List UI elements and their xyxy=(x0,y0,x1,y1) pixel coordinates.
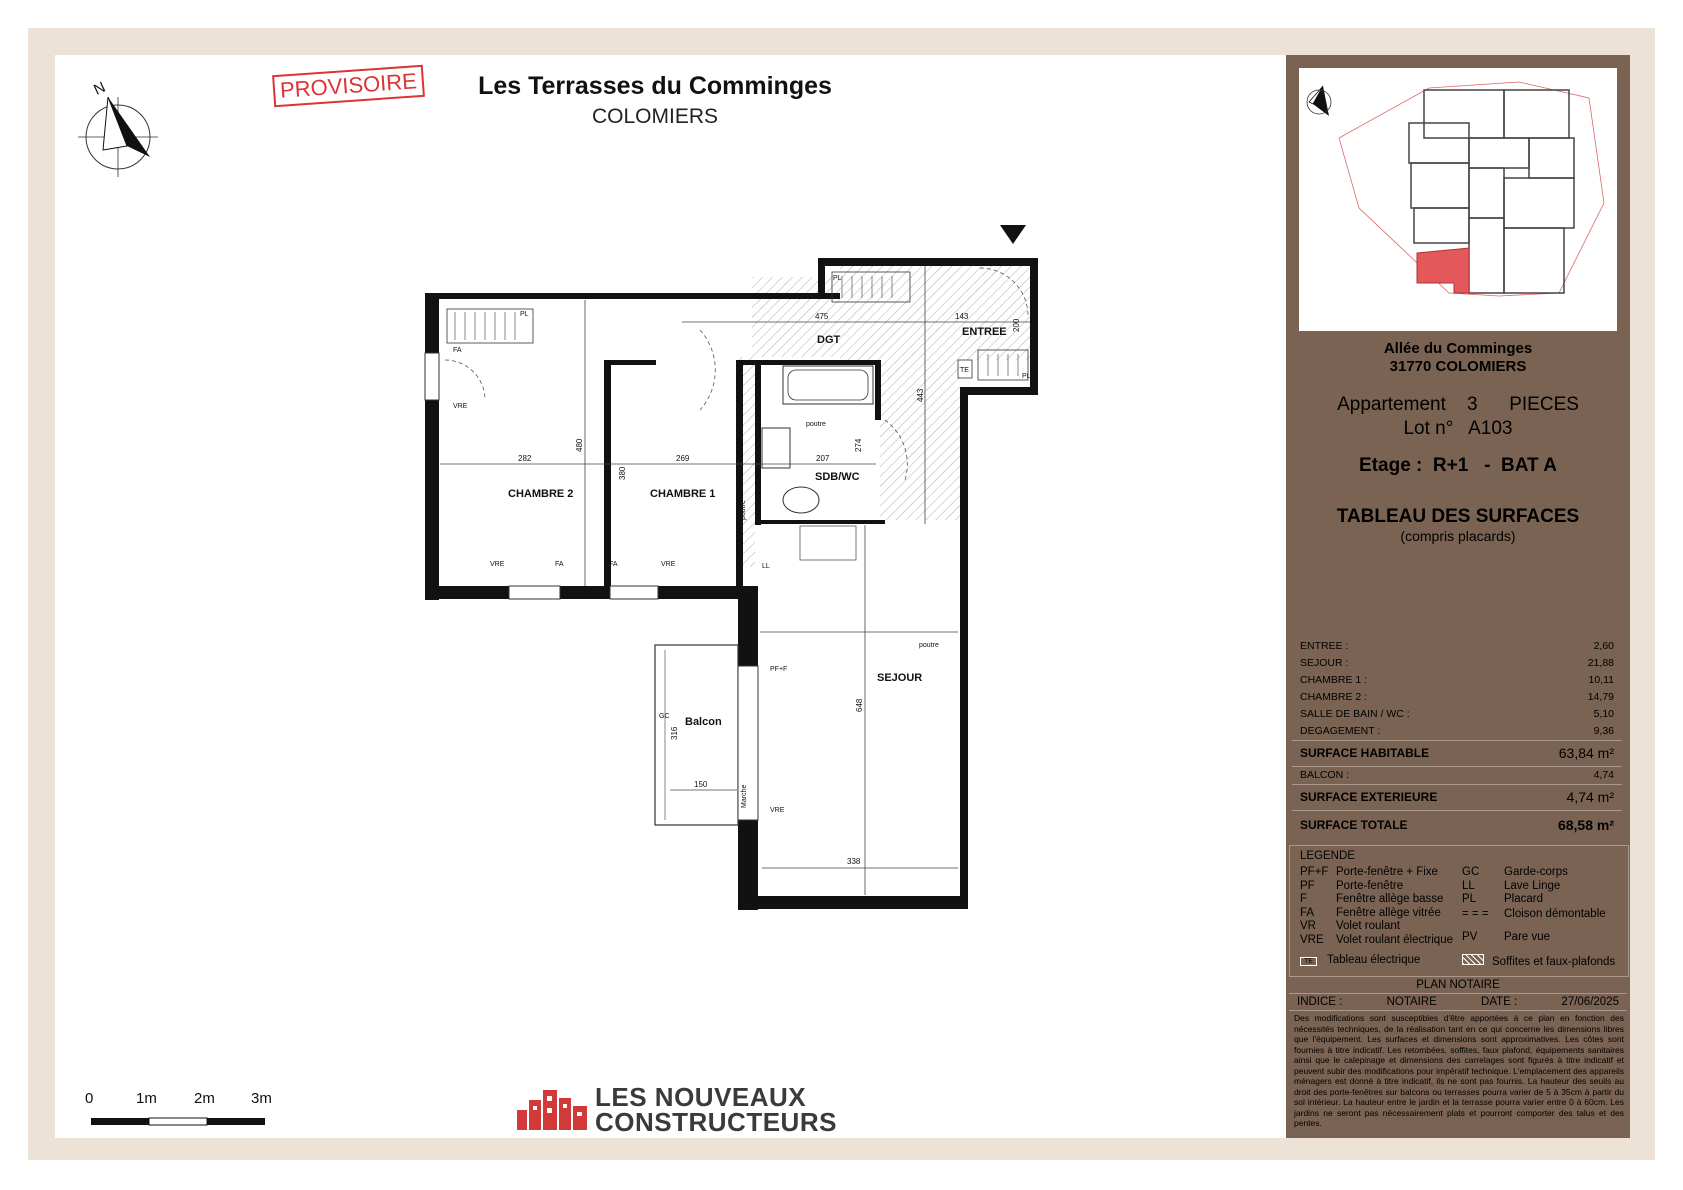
soffite-area xyxy=(840,264,1030,360)
dim-label: 648 xyxy=(855,698,864,712)
code-label: FA xyxy=(453,347,462,354)
room-dgt: DGT xyxy=(817,334,841,346)
surface-label: SEJOUR : xyxy=(1300,657,1349,669)
legend-title: LEGENDE xyxy=(1300,850,1355,862)
toilet xyxy=(783,487,819,513)
balcon-label: BALCON : xyxy=(1300,769,1350,781)
surface-label: ENTREE : xyxy=(1300,640,1349,652)
dim-label: 269 xyxy=(676,454,690,463)
dim-label: 200 xyxy=(1012,318,1021,332)
surface-exterieure-label: SURFACE EXTERIEURE xyxy=(1300,790,1438,804)
code-label: VRE xyxy=(661,561,676,568)
surface-label: DEGAGEMENT : xyxy=(1300,725,1381,737)
apartment-info xyxy=(1286,393,1630,441)
building-key-plan xyxy=(1299,68,1617,331)
surface-totale-label: SURFACE TOTALE xyxy=(1300,818,1408,832)
hob xyxy=(800,526,856,560)
provisional-stamp: PROVISOIRE xyxy=(272,65,425,107)
logo-line-2: CONSTRUCTEURS xyxy=(595,1107,837,1137)
room-entree: ENTREE xyxy=(962,326,1007,338)
dim-label: 338 xyxy=(847,857,861,866)
room-sejour: SEJOUR xyxy=(877,672,923,684)
dim-label: 475 xyxy=(815,312,829,321)
dim-label: 143 xyxy=(955,312,969,321)
legend-item: = = = Cloison démontable xyxy=(1462,907,1606,920)
indice-row xyxy=(1289,994,1627,1011)
notary-block xyxy=(1289,978,1627,1011)
surface-row xyxy=(1292,638,1622,655)
code-label: PL xyxy=(1022,373,1031,380)
legend-item: PF Porte-fenêtre xyxy=(1300,879,1404,892)
code-label: PF+F xyxy=(770,666,788,673)
code-label: poutre xyxy=(806,421,826,428)
soffite-area xyxy=(880,360,960,520)
legend-item: PV Pare vue xyxy=(1462,931,1551,943)
room-sdb: SDB/WC xyxy=(815,471,860,483)
code-label: poutre xyxy=(740,500,747,520)
surface-label: CHAMBRE 1 : xyxy=(1300,674,1368,686)
surface-value: 21,88 xyxy=(1587,657,1614,669)
table-subtitle: (compris placards) xyxy=(1400,528,1516,544)
surface-value: 5,10 xyxy=(1593,708,1614,720)
code-label: VRE xyxy=(453,403,468,410)
code-label: VRE xyxy=(770,807,785,814)
surface-row xyxy=(1292,655,1622,672)
code-label: poutre xyxy=(919,642,939,649)
dim-label: 443 xyxy=(916,388,925,402)
code-label: TE xyxy=(960,367,969,374)
code-label: Marche xyxy=(741,784,748,808)
surface-row xyxy=(1292,706,1622,723)
legend-soffites-item: Soffites et faux-plafonds xyxy=(1462,954,1615,968)
surface-label: SALLE DE BAIN / WC : xyxy=(1300,708,1410,720)
dim-label: 282 xyxy=(518,454,532,463)
legend-left xyxy=(1300,866,1453,947)
legend-item: GC Garde-corps xyxy=(1462,866,1568,878)
legend-right xyxy=(1462,866,1606,945)
bathtub xyxy=(783,366,873,404)
compass-letter: N xyxy=(91,78,109,99)
surface-label: CHAMBRE 2 : xyxy=(1300,691,1368,703)
floor-building: Etage : R+1 - BAT A xyxy=(1359,455,1557,476)
legend-te-item: TE Tableau électrique xyxy=(1300,954,1420,966)
indice-label: INDICE : xyxy=(1297,996,1343,1008)
surface-totale-row xyxy=(1292,811,1622,839)
surface-habitable-value: 63,84 m² xyxy=(1558,745,1614,761)
code-label: VRE xyxy=(490,561,505,568)
surface-exterieure-row xyxy=(1292,784,1622,811)
dim-label: 480 xyxy=(575,438,584,452)
surface-row xyxy=(1292,723,1622,740)
disclaimer: Des modifications sont susceptibles d'être apportées à ce plan en fonction des nécessités techniques, de la réalisation tant en ce qui concerne les dimensions libres que l'équipement. Les surfaces et dimensions sont approximatives. Les côtes sont fournies à titre indicatif. Les retombées, soffites, faux plafond, équipements sanitaires ainsi que le calepinage et dimensions des carrelages sont figurés à titre indicatif et peuvent subir des modifications pour impératif technique. L'emplacement des appareils ménagers est donné à titre indicatif, ils ne sont pas fournis. La hauteur des seuils au droit des porte-fenêtres sur balcons ou terrasses pourra varier de 5 à 35cm à partir du sol intérieur. La hauteur entre le jardin et la terrasse pourra varier entre 0 à 60cm. Les jardins ne seront pas nécessairement plats et pourront comporter des talus et des pentes. xyxy=(1294,1013,1624,1128)
surface-row xyxy=(1292,689,1622,706)
code-label: FA xyxy=(555,561,564,568)
plan-notaire-label: PLAN NOTAIRE xyxy=(1289,978,1627,994)
surface-totale-value: 68,58 m² xyxy=(1557,817,1614,833)
logo-line-1: LES NOUVEAUX xyxy=(595,1082,807,1112)
surface-value: 14,79 xyxy=(1587,691,1614,703)
dim-label: 316 xyxy=(670,726,679,740)
legend-item: VR Volet roulant xyxy=(1300,920,1400,932)
apartment-type: Appartement 3 PIECES xyxy=(1337,394,1579,415)
legend-item: FA Fenêtre allège vitrée xyxy=(1300,906,1441,919)
surface-table xyxy=(1292,638,1622,839)
te-box-icon: TE xyxy=(1300,957,1317,966)
date-value: 27/06/2025 xyxy=(1561,996,1619,1008)
surface-value: 9,36 xyxy=(1593,725,1614,737)
code-label: FA xyxy=(609,561,618,568)
address-line-1: Allée du Comminges xyxy=(1383,340,1533,357)
lot-number: Lot n° A103 xyxy=(1403,418,1513,439)
dim-label: 150 xyxy=(694,780,708,789)
legend-item: F Fenêtre allège basse xyxy=(1300,893,1444,905)
scale-label: 3m xyxy=(251,1090,272,1107)
code-label: GC xyxy=(659,713,670,720)
room-chambre-2: CHAMBRE 2 xyxy=(508,488,574,500)
address xyxy=(1286,340,1630,376)
balcony-outline xyxy=(655,645,738,825)
project-city: COLOMIERS xyxy=(591,105,719,128)
hatch-swatch-icon xyxy=(1462,954,1484,965)
company-logo xyxy=(515,1082,837,1137)
project-title: Les Terrasses du Comminges xyxy=(478,72,832,100)
indice-value: NOTAIRE xyxy=(1386,996,1437,1008)
address-line-2: 31770 COLOMIERS xyxy=(1389,358,1527,375)
room-chambre-1: CHAMBRE 1 xyxy=(650,488,716,500)
room-balcon: Balcon xyxy=(685,716,722,728)
date-label: DATE : xyxy=(1481,996,1518,1008)
legend xyxy=(1289,845,1629,977)
scale-label: 2m xyxy=(194,1090,215,1107)
legend-item: VRE Volet roulant électrique xyxy=(1300,933,1453,946)
code-label: PL xyxy=(833,275,842,282)
dim-label: 274 xyxy=(854,438,863,452)
surface-row xyxy=(1292,672,1622,689)
surface-exterieure-value: 4,74 m² xyxy=(1566,789,1614,805)
north-compass-icon xyxy=(78,79,158,177)
surface-value: 2,60 xyxy=(1593,640,1614,652)
surface-habitable-row xyxy=(1292,740,1622,767)
balcon-value: 4,74 xyxy=(1593,769,1614,781)
logo-building-icon xyxy=(515,1082,593,1132)
dim-label: 207 xyxy=(816,454,830,463)
entrance-arrow-icon xyxy=(1000,225,1026,244)
legend-item: LL Lave Linge xyxy=(1462,879,1561,892)
sink xyxy=(762,428,790,468)
surface-table-title xyxy=(1286,506,1630,544)
scale-label: 0 xyxy=(85,1090,94,1107)
surface-value: 10,11 xyxy=(1588,674,1614,686)
surface-habitable-label: SURFACE HABITABLE xyxy=(1300,746,1430,760)
dim-label: 380 xyxy=(618,466,627,480)
scale-label: 1m xyxy=(136,1090,157,1107)
code-label: PL xyxy=(520,311,529,318)
code-label: LL xyxy=(762,563,770,570)
table-title: TABLEAU DES SURFACES xyxy=(1336,506,1580,527)
legend-item: PF+F Porte-fenêtre + Fixe xyxy=(1300,866,1438,878)
balcon-row xyxy=(1292,767,1622,784)
scale-bar xyxy=(91,1118,265,1125)
legend-item: PL Placard xyxy=(1462,893,1543,905)
